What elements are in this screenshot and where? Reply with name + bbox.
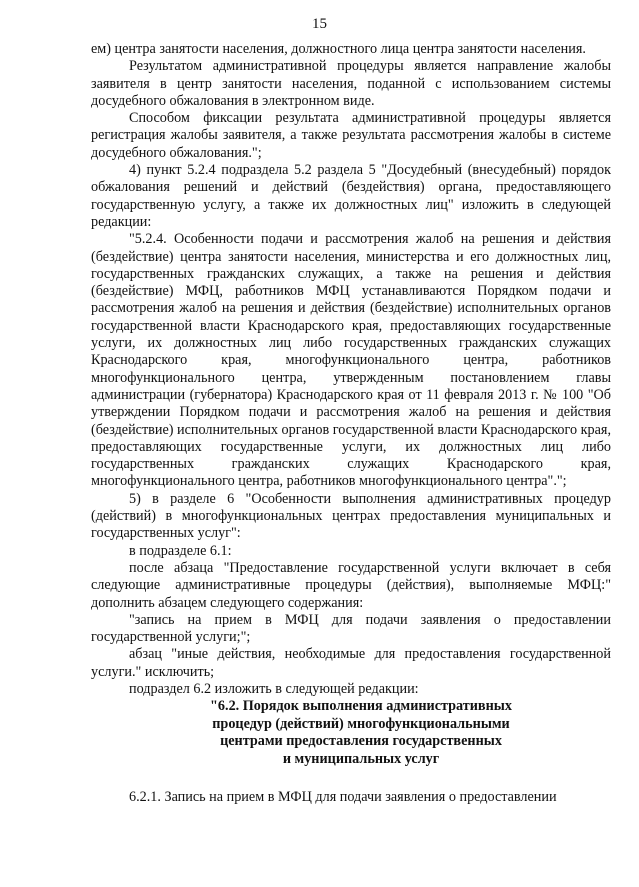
paragraph-6-2-1: 6.2.1. Запись на прием в МФЦ для подачи заявления о предоставлении (129, 788, 557, 805)
paragraph-abzats-exclude: абзац "иные действия, необходимые для предоставления государственной услуги." исключить; (91, 646, 611, 680)
page-number: 15 (312, 16, 327, 32)
paragraph-result: Результатом административной процедуры является направление жалобы заявителя в центр занятости населения, поданной с использованием системы досудебного обжалования в электронном виде. (91, 58, 611, 109)
paragraph-continuation: ем) центра занятости населения, должностного лица центра занятости населения. (91, 41, 586, 57)
spacer (91, 769, 611, 789)
heading-line-3: центрами предоставления государственных (220, 733, 502, 750)
section-heading-6-2 (91, 698, 611, 768)
document-body (91, 41, 611, 806)
heading-line-4: и муниципальных услуг (282, 751, 440, 768)
heading-line-2: процедур (действий) многофункциональными (212, 715, 510, 732)
paragraph-subsection-6-1: в подразделе 6.1: (129, 542, 232, 559)
paragraph-5-2-4: "5.2.4. Особенности подачи и рассмотрения жалоб на решения и действия (бездействие) центра занятости населения, министерства и его должностных лиц, государственных гражданских служащих, а также на решения и действия (бездействие) МФЦ, работников МФЦ устанавливаются Порядком подачи и рассмотрения жалоб на решения и действия (бездействие) исполнительных органов государственной власти Краснодарского края, предоставляющих государственные услуги, их должностных лиц либо государственных гражданских служащих Краснодарского края, многофункционального центра, работников многофункционального центра, утвержденным постановлением главы администрации (губернатора) Краснодарского края от 11 февраля 2013 г. № 100 "Об утверждении Порядком подачи и рассмотрения жалоб на решения и действия (бездействие) исполнительных органов государственной власти Краснодарского края, предоставляющих государственные услуги, их должностных лиц либо государственных гражданских служащих Краснодарского края, многофункционального центра, работников многофункционального центра"."; (91, 231, 611, 490)
heading-line-1: "6.2. Порядок выполнения административных (210, 698, 512, 715)
paragraph-after-abzats: после абзаца "Предоставление государственной услуги включает в себя следующие административные процедуры (действия), выполняемые МФЦ:" дополнить абзацем следующего содержания: (91, 559, 611, 611)
paragraph-item-4: 4) пункт 5.2.4 подраздела 5.2 раздела 5 "Досудебный (внесудебный) порядок обжалования решений и действий (бездействия) органа, предоставляющего государственную услугу, а также их должностных лиц" изложить в следующей редакции: (91, 162, 611, 230)
paragraph-item-5: 5) в разделе 6 "Особенности выполнения административных процедур (действий) в многофункциональных центрах предоставления муниципальных и государственных услуг": (91, 490, 611, 542)
paragraph-subsection-6-2: подраздел 6.2 изложить в следующей редакции: (129, 680, 419, 697)
paragraph-zapis: "запись на прием в МФЦ для подачи заявления о предоставлении государственной услуги;"; (91, 611, 611, 646)
paragraph-fixation: Способом фиксации результата административной процедуры является регистрация жалобы заявителя, а также результата рассмотрения жалобы в системе досудебного обжалования."; (91, 110, 611, 161)
